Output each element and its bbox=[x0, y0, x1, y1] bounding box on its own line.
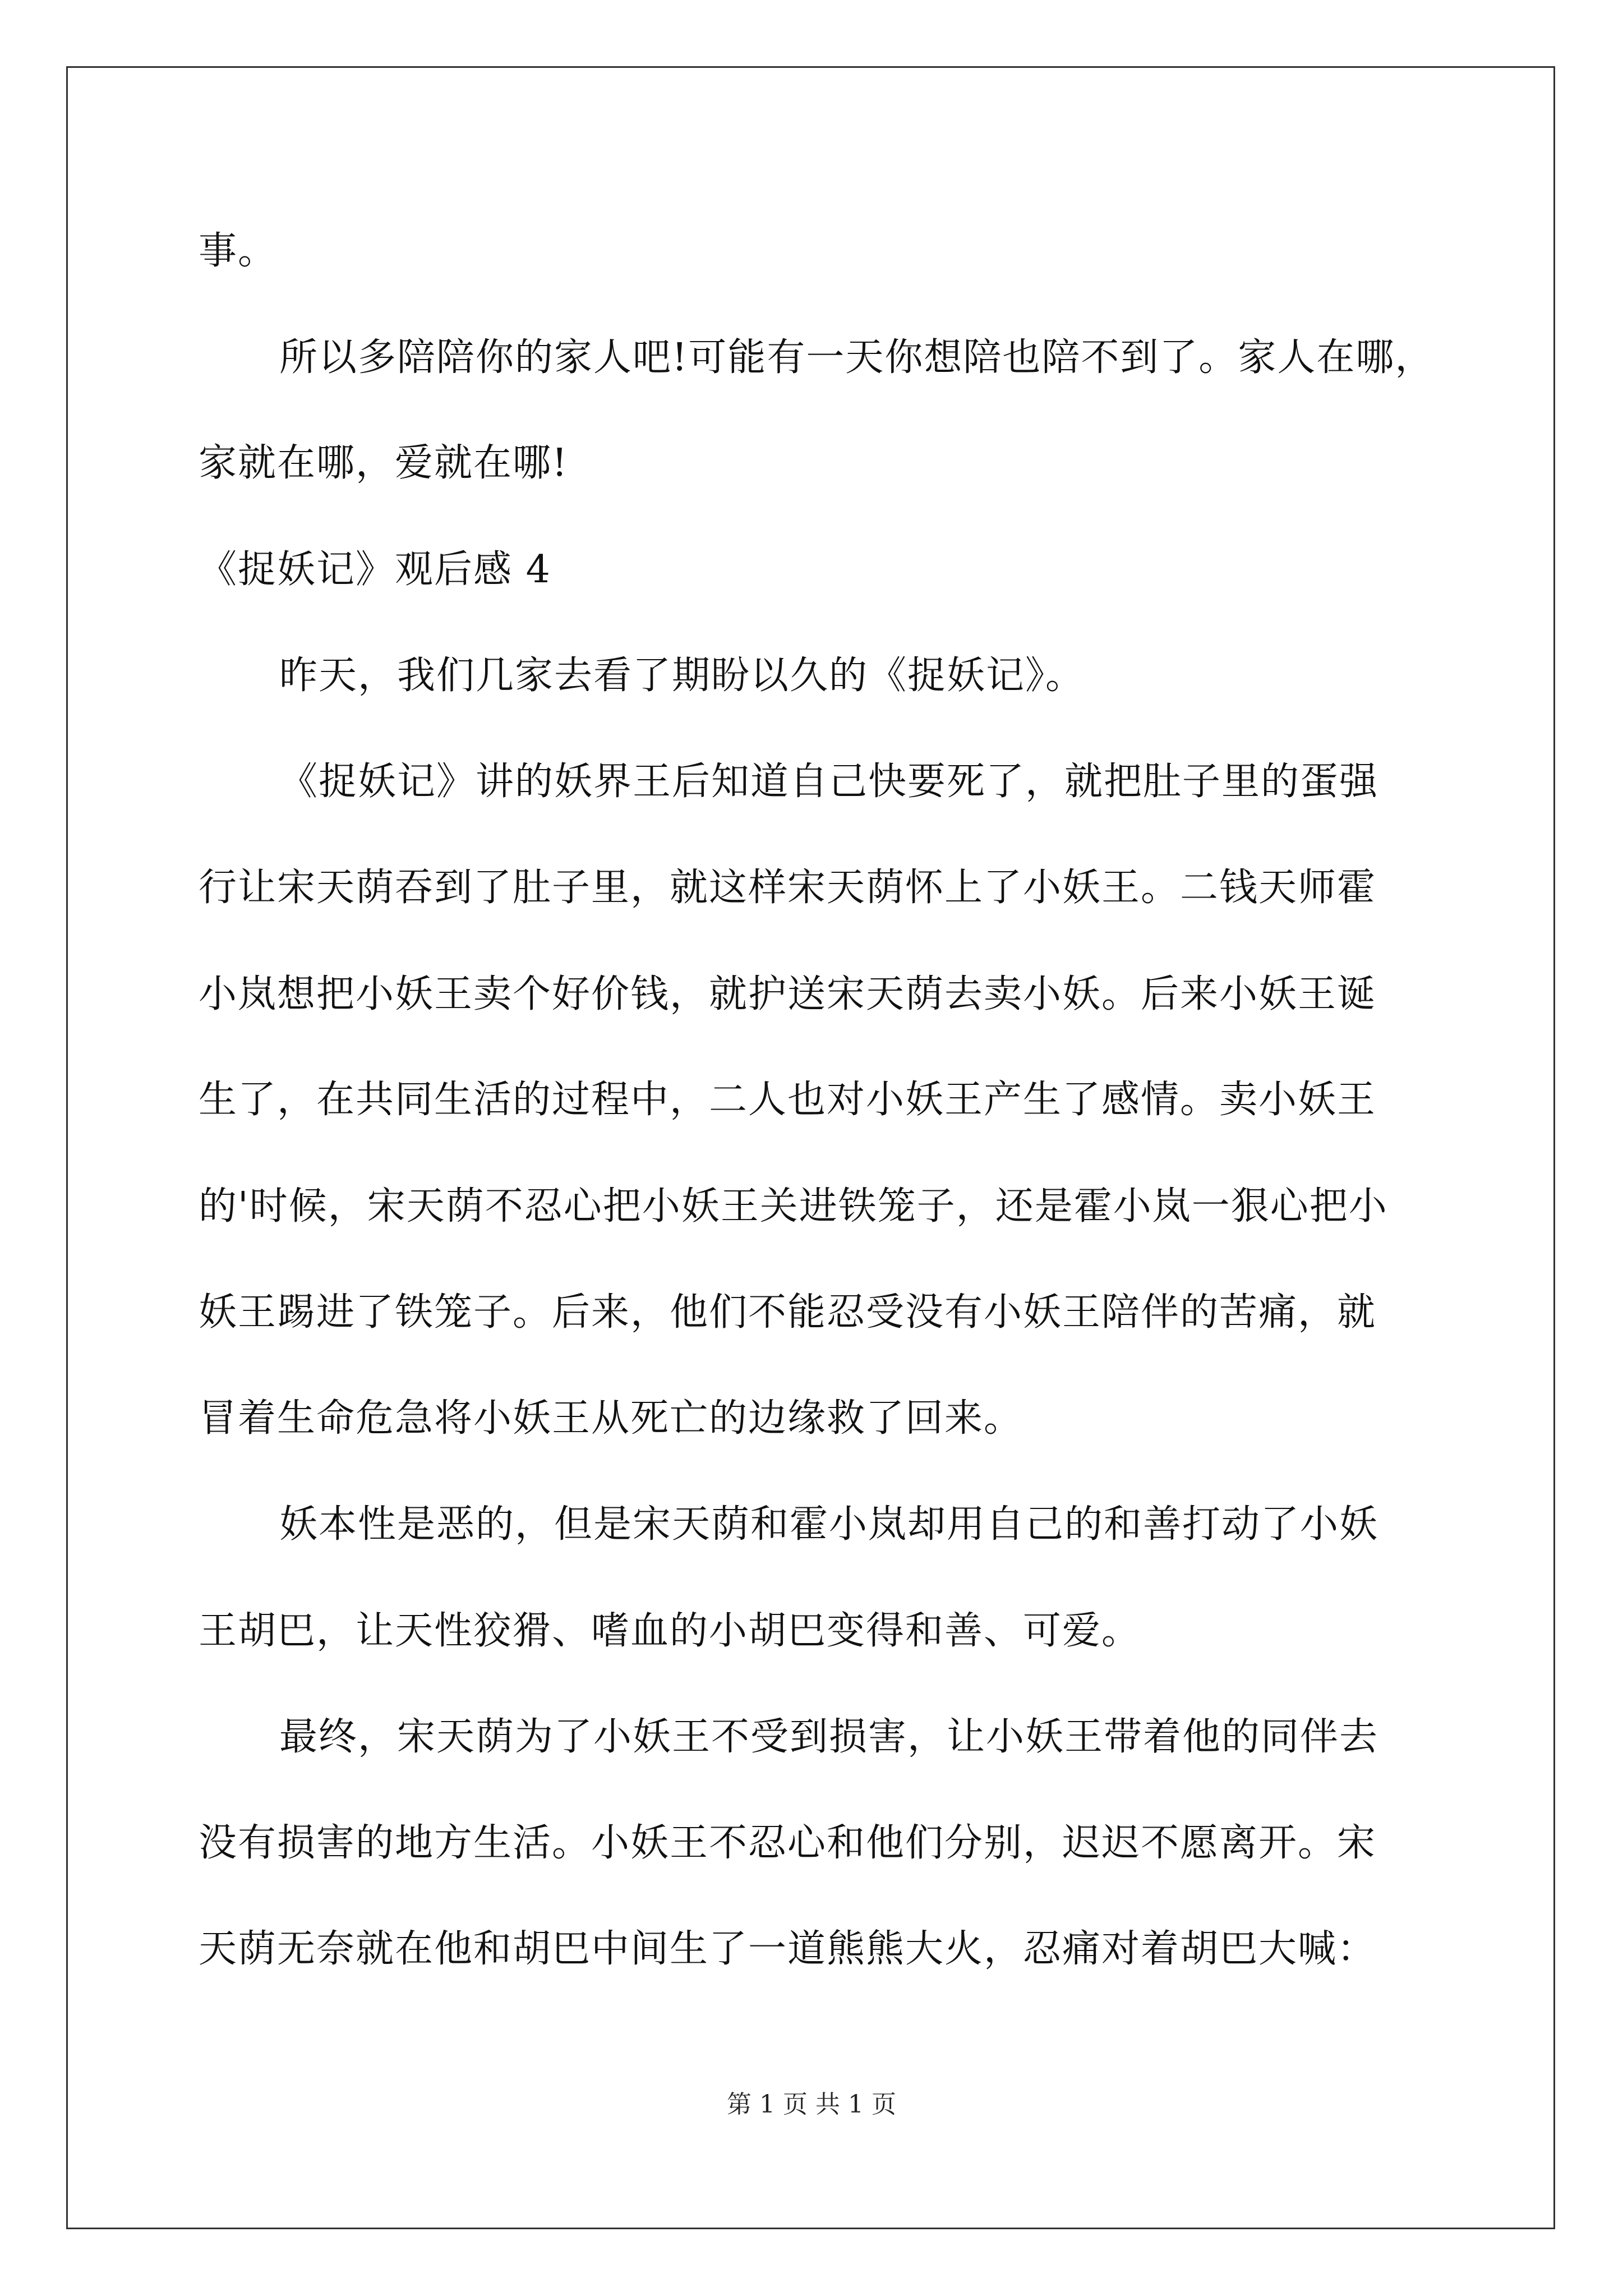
text-line: 王胡巴，让天性狡猾、嗜血的小胡巴变得和善、可爱。 bbox=[199, 1609, 1141, 1653]
paragraph-line: 《捉妖记》讲的妖界王后知道自己快要死了，就把肚子里的蛋强 bbox=[279, 760, 1379, 804]
text-line: 生了，在共同生活的过程中，二人也对小妖王产生了感情。卖小妖王 bbox=[199, 1078, 1377, 1122]
text-line: 的'时候，宋天荫不忍心把小妖王关进铁笼子，还是霍小岚一狠心把小 bbox=[199, 1184, 1388, 1228]
text-line: 小岚想把小妖王卖个好价钱，就护送宋天荫去卖小妖。后来小妖王诞 bbox=[199, 972, 1377, 1016]
paragraph-line: 妖本性是恶的，但是宋天荫和霍小岚却用自己的和善打动了小妖 bbox=[279, 1502, 1379, 1547]
page-footer: 第 1 页 共 1 页 bbox=[727, 2090, 896, 2119]
text-line: 妖王踢进了铁笼子。后来，他们不能忍受没有小妖王陪伴的苦痛，就 bbox=[199, 1290, 1377, 1335]
section-heading: 《捉妖记》观后感 4 bbox=[199, 547, 551, 592]
paragraph-line: 所以多陪陪你的家人吧!可能有一天你想陪也陪不到了。家人在哪， bbox=[279, 335, 1435, 380]
text-line: 行让宋天荫吞到了肚子里，就这样宋天荫怀上了小妖王。二钱天师霍 bbox=[199, 866, 1377, 910]
text-line: 天荫无奈就在他和胡巴中间生了一道熊熊大火，忍痛对着胡巴大喊： bbox=[199, 1927, 1377, 1971]
text-line: 事。 bbox=[199, 229, 278, 273]
paragraph-line: 昨天，我们几家去看了期盼以久的《捉妖记》。 bbox=[279, 654, 1085, 698]
paragraph-line: 最终，宋天荫为了小妖王不受到损害，让小妖王带着他的同伴去 bbox=[279, 1715, 1379, 1759]
page-border bbox=[66, 66, 1555, 2229]
text-line: 家就在哪，爱就在哪! bbox=[199, 441, 569, 485]
text-line: 冒着生命危急将小妖王从死亡的边缘救了回来。 bbox=[199, 1396, 1023, 1441]
text-line: 没有损害的地方生活。小妖王不忍心和他们分别，迟迟不愿离开。宋 bbox=[199, 1821, 1377, 1865]
